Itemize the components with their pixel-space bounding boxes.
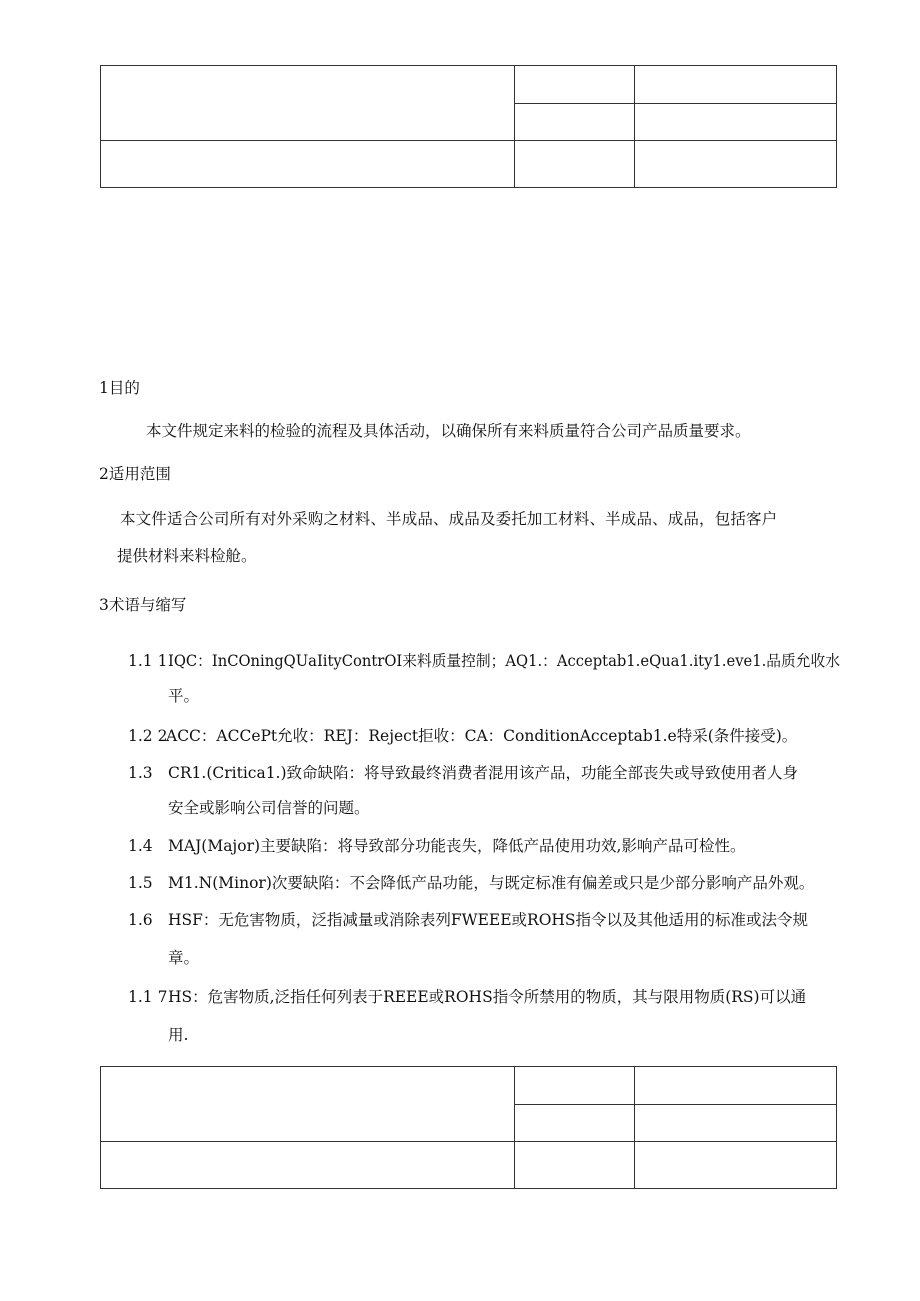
header-cell [515,66,635,104]
term-number: 1.4 [128,837,153,855]
header-cell [635,1105,837,1142]
term-definition: HS：危害物质,泛指任何列表于REEE或ROHS指令所禁用的物质，其与限用物质(RS)可以通 [168,988,807,1006]
term-number: 1.1 1 [128,652,168,670]
header-cell [515,1105,635,1142]
header-cell [101,1067,515,1142]
term-definition-continued: 章。 [168,949,200,967]
term-definition: MAJ(Major)主要缺陷：将导致部分功能丧失，降低产品使用功效,影响产品可检性。 [168,837,746,855]
section-body-scope-line2: 提供材料来料检舱。 [117,547,257,565]
term-number: 1.6 [128,911,153,929]
header-cell [515,141,635,188]
header-cell [635,66,837,104]
term-definition-continued: 安全或影响公司信誉的问题。 [168,799,370,817]
term-number: 1.2 2 [128,727,168,745]
term-number: 1.1 7 [128,988,168,1006]
section-heading-scope: 2适用范围 [99,465,171,483]
header-cell [515,104,635,141]
header-cell [101,141,515,188]
header-cell [635,104,837,141]
section-heading-purpose: 1目的 [99,379,140,397]
term-definition-continued: 用. [168,1026,189,1044]
header-cell [515,1067,635,1105]
section-body-scope-line1: 本文件适合公司所有对外采购之材料、半成品、成品及委托加工材料、半成品、成品，包括客户 [120,510,778,528]
header-cell [635,1142,837,1189]
header-cell [101,66,515,141]
header-cell [515,1142,635,1189]
section-heading-terms: 3术语与缩写 [99,596,187,614]
term-definition: IQC：InCOningQUaIityContrOI来料质量控制；AQ1.：Acceptab1.eQua1.ity1.eve1.品质允收水 [168,652,840,670]
header-cell [101,1142,515,1189]
term-definition: CR1.(Critica1.)致命缺陷：将导致最终消费者混用该产品，功能全部丧失或导致使用者人身 [168,764,799,782]
header-cell [635,1067,837,1105]
header-table-bottom [100,1066,837,1189]
section-body-purpose: 本文件规定来料的检验的流程及具体活动，以确保所有来料质量符合公司产品质量要求。 [146,422,751,440]
term-number: 1.5 [128,874,153,892]
header-cell [635,141,837,188]
term-definition-continued: 平。 [168,687,200,705]
header-table-top [100,65,837,188]
term-definition: ACC：ACCePt允收：REJ：Reject拒收：CA：ConditionAcceptab1.e特采(条件接受)。 [166,727,798,745]
term-definition: HSF：无危害物质，泛指减量或消除表列FWEEE或ROHS指令以及其他适用的标准或法令规 [168,911,809,929]
term-number: 1.3 [128,764,153,782]
term-definition: M1.N(Minor)次要缺陷：不会降低产品功能，与既定标准有偏差或只是少部分影响产品外观。 [168,874,815,892]
